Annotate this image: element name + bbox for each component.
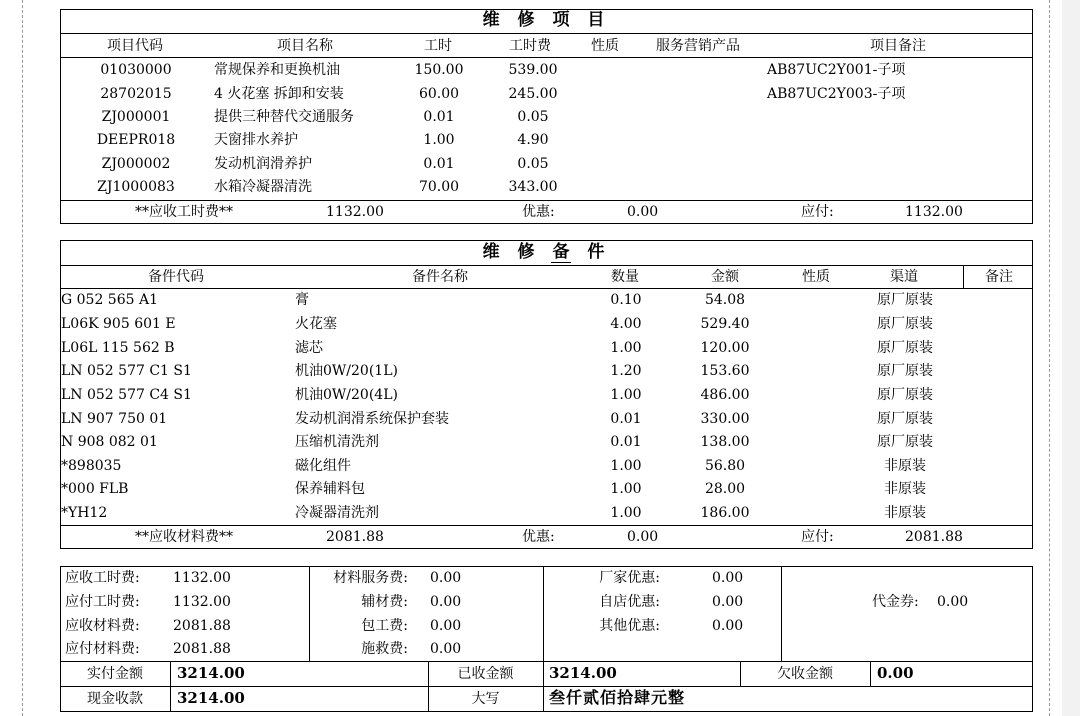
labor-payable-label: 应付: — [801, 204, 834, 220]
received-value: 3214.00 — [549, 664, 617, 682]
labor-discount-value: 0.00 — [627, 204, 659, 220]
part-channel: 原厂原装 — [877, 363, 933, 379]
labor-hours: 70.00 — [418, 179, 460, 195]
labor-discount-label: 优惠: — [522, 204, 555, 220]
part-channel: 原厂原装 — [877, 387, 933, 403]
labor-name: 水箱冷凝器清洗 — [214, 179, 312, 195]
part-name: 保养辅料包 — [295, 481, 365, 497]
parts-title: 维 修 备 件 — [482, 242, 611, 262]
labor-name: 天窗排水养护 — [214, 132, 298, 148]
labor-name: 常规保养和更换机油 — [214, 62, 340, 78]
part-qty: 1.00 — [610, 458, 642, 474]
summary-label: 其他优惠: — [599, 618, 660, 634]
labor-header-code: 项目代码 — [107, 38, 163, 54]
part-code: LN 907 750 01 — [61, 411, 168, 427]
part-amount: 186.00 — [700, 505, 750, 521]
labor-hours: 0.01 — [423, 156, 455, 172]
labor-total-label: **应收工时费** — [135, 204, 233, 220]
summary-value: 0.00 — [712, 594, 744, 610]
labor-name: 发动机润滑养护 — [214, 156, 312, 172]
part-name: 磁化组件 — [295, 458, 351, 474]
parts-header-code: 备件代码 — [148, 269, 204, 285]
cash-value: 3214.00 — [177, 689, 245, 707]
labor-fee: 0.05 — [517, 156, 549, 172]
parts-payable-label: 应付: — [801, 529, 834, 545]
labor-hours: 150.00 — [414, 62, 464, 78]
part-code: *898035 — [61, 458, 122, 474]
summary-label: 施救费: — [361, 641, 408, 657]
received-label: 已收金额 — [457, 666, 514, 682]
part-code: LN 052 577 C1 S1 — [61, 363, 192, 379]
part-amount: 54.08 — [704, 292, 746, 308]
labor-code: DEEPR018 — [96, 132, 176, 148]
summary-value: 1132.00 — [173, 570, 231, 586]
part-code: L06L 115 562 B — [61, 340, 175, 356]
parts-header-amount: 金额 — [711, 269, 739, 285]
part-channel: 原厂原装 — [877, 434, 933, 450]
part-qty: 1.00 — [610, 481, 642, 497]
labor-header-service: 服务营销产品 — [656, 38, 740, 54]
summary-value: 0.00 — [712, 618, 744, 634]
part-qty: 1.00 — [610, 387, 642, 403]
actual-paid-label: 实付金额 — [87, 666, 143, 682]
part-code: G 052 565 A1 — [61, 292, 158, 308]
part-qty: 4.00 — [610, 316, 642, 332]
part-amount: 330.00 — [700, 411, 750, 427]
summary-value: 0.00 — [430, 594, 462, 610]
labor-header-name: 项目名称 — [277, 38, 333, 54]
upper-case-label: 大写 — [471, 691, 500, 707]
part-channel: 非原装 — [884, 505, 926, 521]
labor-total-value: 1132.00 — [326, 204, 384, 220]
upper-case-amount: 叁仟贰佰拾肆元整 — [549, 688, 686, 707]
part-qty: 0.01 — [610, 411, 642, 427]
part-code: *000 FLB — [61, 481, 129, 497]
owed-value: 0.00 — [877, 664, 914, 682]
title-underline — [551, 262, 571, 263]
labor-header-nature: 性质 — [591, 38, 619, 54]
summary-label: 应付材料费: — [65, 641, 140, 657]
labor-code: ZJ1000083 — [97, 179, 175, 195]
part-amount: 138.00 — [700, 434, 750, 450]
parts-header-note: 备注 — [985, 269, 1013, 285]
summary-label: 材料服务费: — [333, 570, 408, 586]
labor-fee: 4.90 — [517, 132, 549, 148]
labor-code: ZJ000001 — [101, 109, 171, 125]
part-code: LN 052 577 C4 S1 — [61, 387, 192, 403]
summary-value: 1132.00 — [173, 594, 231, 610]
part-name: 冷凝器清洗剂 — [295, 505, 379, 521]
summary-value: 0.00 — [712, 570, 744, 586]
part-amount: 153.60 — [700, 363, 750, 379]
labor-code: 01030000 — [100, 62, 172, 78]
part-channel: 原厂原装 — [877, 411, 933, 427]
labor-fee: 0.05 — [517, 109, 549, 125]
part-amount: 56.80 — [704, 458, 746, 474]
part-code: L06K 905 601 E — [61, 316, 176, 332]
labor-header-note: 项目备注 — [870, 38, 926, 54]
voucher-label: 代金券: — [872, 594, 919, 610]
summary-label: 应收材料费: — [65, 618, 140, 634]
labor-header-fee: 工时费 — [509, 38, 551, 54]
labor-hours: 1.00 — [423, 132, 455, 148]
summary-label: 包工费: — [361, 618, 408, 634]
part-name: 火花塞 — [295, 316, 337, 332]
labor-fee: 343.00 — [508, 179, 558, 195]
labor-payable-value: 1132.00 — [905, 204, 963, 220]
summary-label: 厂家优惠: — [599, 570, 660, 586]
parts-header-name: 备件名称 — [412, 269, 468, 285]
labor-hours: 60.00 — [418, 86, 460, 102]
labor-fee: 245.00 — [508, 86, 558, 102]
part-qty: 0.01 — [610, 434, 642, 450]
summary-value: 2081.88 — [173, 641, 231, 657]
labor-note: AB87UC2Y001-子项 — [767, 62, 906, 78]
parts-discount-value: 0.00 — [627, 529, 659, 545]
scrollbar-track[interactable] — [1062, 0, 1080, 716]
parts-total-label: **应收材料费** — [135, 529, 233, 545]
part-channel: 原厂原装 — [877, 292, 933, 308]
summary-value: 2081.88 — [173, 618, 231, 634]
part-qty: 1.20 — [610, 363, 642, 379]
part-qty: 1.00 — [610, 505, 642, 521]
labor-hours: 0.01 — [423, 109, 455, 125]
labor-name: 4 火花塞 拆卸和安装 — [214, 86, 344, 102]
part-channel: 原厂原装 — [877, 316, 933, 332]
part-amount: 28.00 — [704, 481, 746, 497]
part-amount: 486.00 — [700, 387, 750, 403]
part-qty: 0.10 — [610, 292, 642, 308]
part-qty: 1.00 — [610, 340, 642, 356]
labor-note: AB87UC2Y003-子项 — [767, 86, 906, 102]
parts-header-nature: 性质 — [802, 269, 830, 285]
labor-title: 维 修 项 目 — [482, 10, 611, 30]
labor-name: 提供三种替代交通服务 — [214, 109, 354, 125]
summary-label: 辅材费: — [361, 594, 408, 610]
part-channel: 非原装 — [884, 481, 926, 497]
actual-paid-value: 3214.00 — [177, 664, 245, 682]
labor-header-hours: 工时 — [424, 38, 452, 54]
part-name: 压缩机清洗剂 — [295, 434, 379, 450]
part-code: N 908 082 01 — [61, 434, 158, 450]
parts-total-value: 2081.88 — [326, 529, 384, 545]
labor-fee: 539.00 — [508, 62, 558, 78]
parts-discount-label: 优惠: — [522, 529, 555, 545]
part-code: *YH12 — [61, 505, 108, 521]
parts-payable-value: 2081.88 — [905, 529, 963, 545]
labor-code: 28702015 — [100, 86, 172, 102]
part-channel: 非原装 — [884, 458, 926, 474]
parts-header-qty: 数量 — [611, 269, 639, 285]
parts-header-channel: 渠道 — [890, 269, 918, 285]
part-name: 机油0W/20(1L) — [295, 363, 398, 379]
part-name: 滤芯 — [295, 340, 323, 356]
part-amount: 529.40 — [700, 316, 750, 332]
cash-label: 现金收款 — [87, 691, 143, 707]
summary-value: 0.00 — [430, 641, 462, 657]
summary-label: 应付工时费: — [65, 594, 140, 610]
owed-label: 欠收金额 — [777, 666, 833, 682]
labor-code: ZJ000002 — [101, 156, 171, 172]
summary-value: 0.00 — [430, 618, 462, 634]
summary-label: 自店优惠: — [599, 594, 660, 610]
part-name: 发动机润滑系统保护套装 — [295, 411, 449, 427]
part-channel: 原厂原装 — [877, 340, 933, 356]
summary-value: 0.00 — [430, 570, 462, 586]
part-name: 膏 — [295, 292, 309, 308]
summary-label: 应收工时费: — [65, 570, 140, 586]
part-amount: 120.00 — [700, 340, 750, 356]
voucher-value: 0.00 — [937, 594, 969, 610]
part-name: 机油0W/20(4L) — [295, 387, 398, 403]
